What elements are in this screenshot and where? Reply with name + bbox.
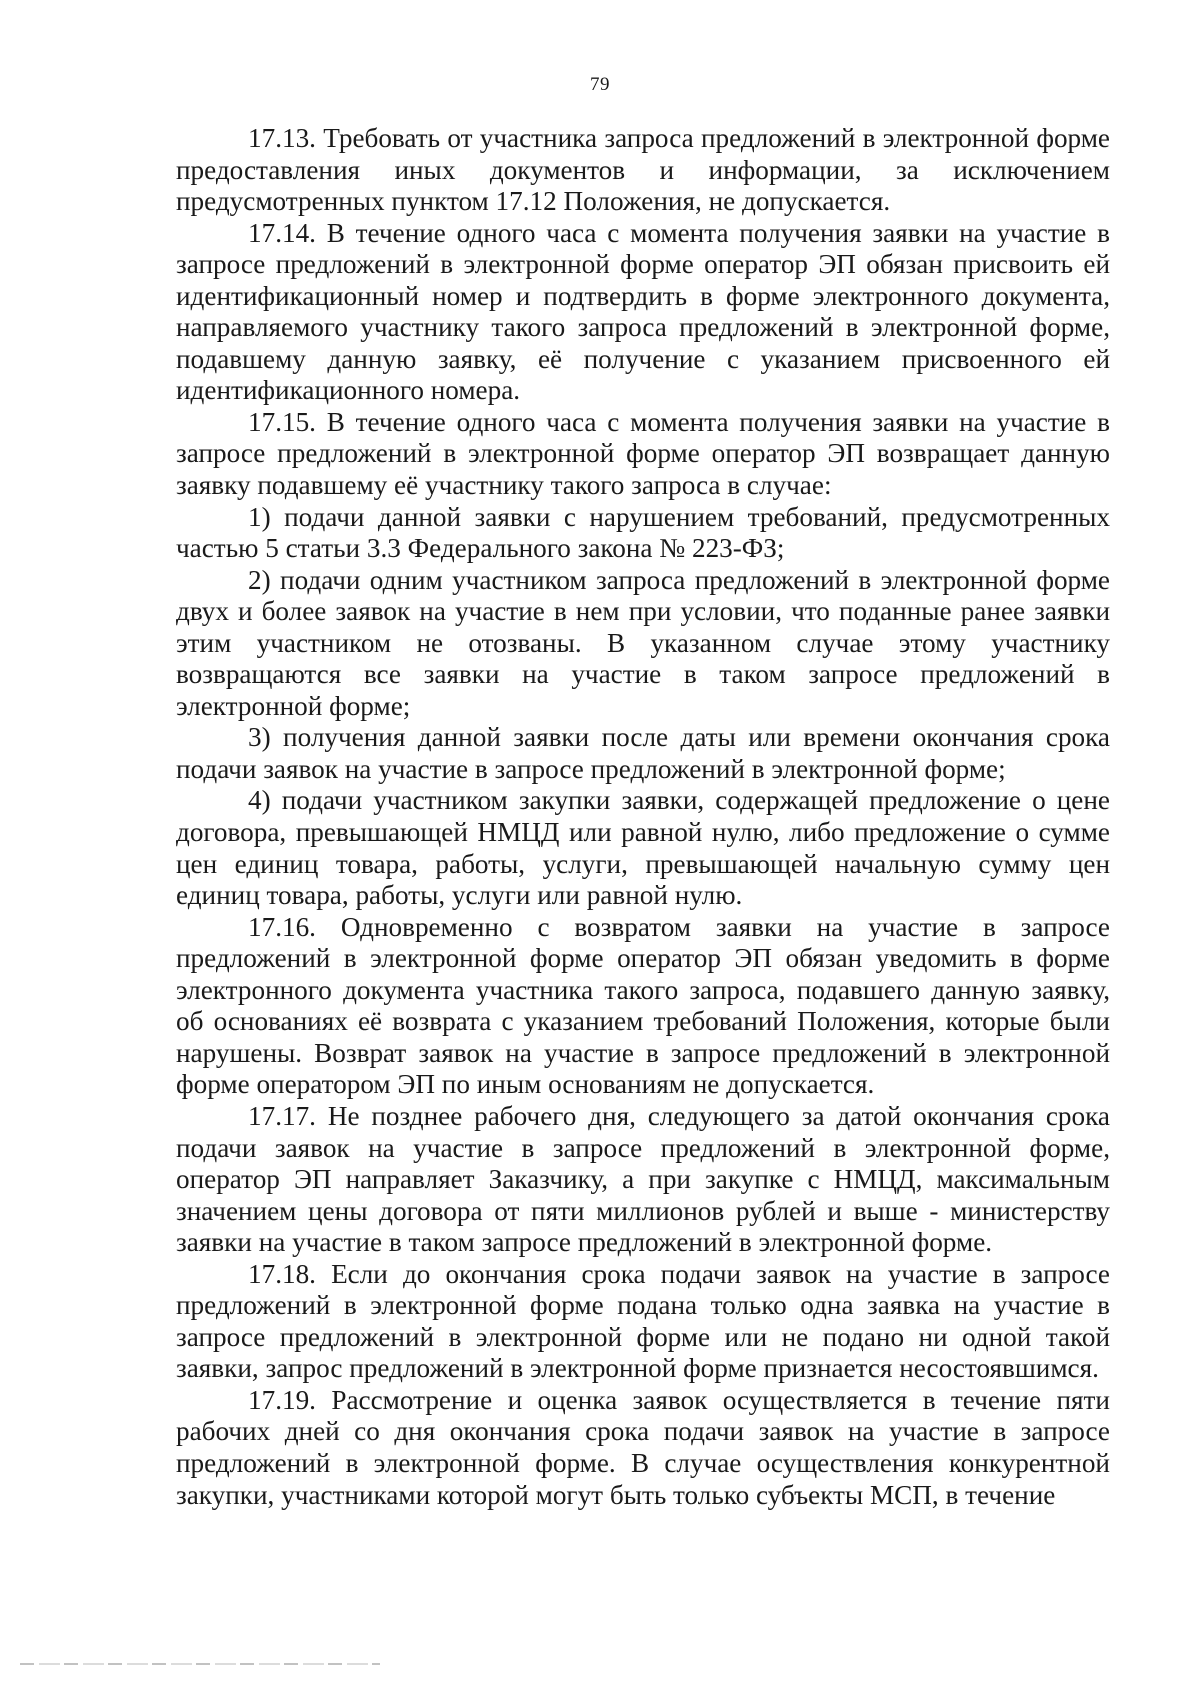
document-body xyxy=(176,123,1110,1511)
paragraph-17-19: 17.19. Рассмотрение и оценка заявок осуществляется в течение пяти рабочих дней со дня окончания срока подачи заявок на участие в запросе предложений в электронной форме. В случае осуществления конкурентной закупки, участниками которой могут быть только субъекты МСП, в течение xyxy=(176,1384,1110,1510)
list-item-3: 3) получения данной заявки после даты или времени окончания срока подачи заявок на участие в запросе предложений в электронной форме; xyxy=(176,722,1110,784)
list-item-2: 2) подачи одним участником запроса предложений в электронной форме двух и более заявок на участие в нем при условии, что поданные ранее заявки этим участником не отозваны. В указанном случае этому участнику возвращаются все заявки на участие в таком запросе предложений в электронной форме; xyxy=(176,564,1110,721)
page-number: 79 xyxy=(590,74,610,95)
paragraph-17-13: 17.13. Требовать от участника запроса предложений в электронной форме предоставления иных документов и информации, за исключением предусмотренных пунктом 17.12 Положения, не допускается. xyxy=(176,123,1110,217)
paragraph-17-14: 17.14. В течение одного часа с момента получения заявки на участие в запросе предложений в электронной форме оператор ЭП обязан присвоить ей идентификационный номер и подтвердить в форме электронного документа, направляемого участнику такого запроса предложений в электронной форме, подавшему данную заявку, её получение с указанием присвоенного ей идентификационного номера. xyxy=(176,217,1110,406)
list-item-4: 4) подачи участником закупки заявки, содержащей предложение о цене договора, превышающей НМЦД или равной нулю, либо предложение о сумме цен единиц товара, работы, услуги, превышающей начальную сумму цен единиц товара, работы, услуги или равной нулю. xyxy=(176,785,1110,911)
paragraph-17-15: 17.15. В течение одного часа с момента получения заявки на участие в запросе предложений в электронной форме оператор ЭП возвращает данную заявку подавшему её участнику такого запроса в случае: xyxy=(176,406,1110,501)
paragraph-17-18: 17.18. Если до окончания срока подачи заявок на участие в запросе предложений в электронной форме подана только одна заявка на участие в запросе предложений в электронной форме или не подано ни одной такой заявки, запрос предложений в электронной форме признается несостоявшимся. xyxy=(176,1258,1110,1384)
list-item-1: 1) подачи данной заявки с нарушением требований, предусмотренных частью 5 статьи 3.3 Федерального закона № 223-ФЗ; xyxy=(176,501,1110,564)
paragraph-17-16: 17.16. Одновременно с возвратом заявки на участие в запросе предложений в электронной форме оператор ЭП обязан уведомить в форме электронного документа участника такого запроса, подавшего данную заявку, об основаниях её возврата с указанием требований Положения, которые были нарушены. Возврат заявок на участие в запросе предложений в электронной форме оператором ЭП по иным основаниям не допускается. xyxy=(176,911,1110,1100)
paragraph-17-17: 17.17. Не позднее рабочего дня, следующего за датой окончания срока подачи заявок на участие в запросе предложений в электронной форме, оператор ЭП направляет Заказчику, а при закупке с НМЦД, максимальным значением цены договора от пяти миллионов рублей и выше - министерству заявки на участие в таком запросе предложений в электронной форме. xyxy=(176,1100,1110,1258)
scan-artifact-line xyxy=(20,1663,380,1665)
